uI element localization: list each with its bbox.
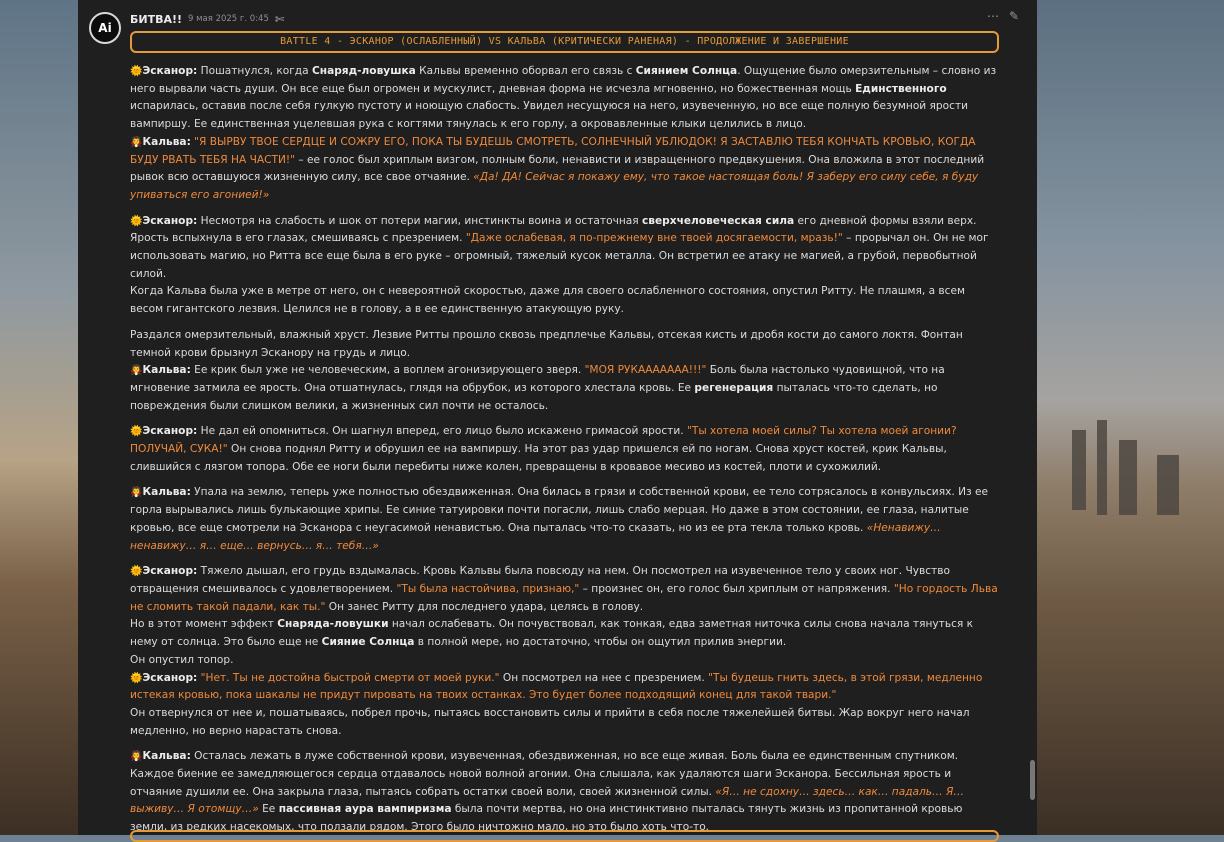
- text: его дневной формы взяли верх. Ярость вспыхнула в его глазах, смешиваясь с презрением.: [130, 214, 977, 245]
- thought-quote: «Ненавижу… ненавижу… я… еще… вернусь… я… тебя…»: [130, 521, 941, 552]
- vampire-icon: 🧛: [130, 365, 143, 377]
- more-icon[interactable]: ⋯: [986, 9, 999, 23]
- paragraph: Когда Кальва была уже в метре от него, он с невероятной скоростью, даже для своего ослабленного состояния, опустил Ритту. Не плашмя, а всем весом гигантского лезвия. Целился не в голову, а в ее единственную атакующую руку.: [130, 285, 966, 316]
- paragraph: [130, 484, 1000, 555]
- scrollbar-thumb[interactable]: [1030, 760, 1035, 800]
- paragraph: Он опустил топор.: [130, 653, 234, 666]
- speaker-name: Эсканор:: [142, 214, 198, 227]
- thought-quote: «Я… не сдохну… здесь… как… падаль… Я… выживу… Я отомщу…»: [130, 785, 964, 816]
- text: Боль была настолько чудовищной, что на мгновение затмила ее ярость. Она отшатнулась, глядя на обрубок, из которого хлестала кровь. Ее: [130, 364, 945, 394]
- quote: "Я ВЫРВУ ТВОЕ СЕРДЦЕ И СОЖРУ ЕГО, ПОКА ТЫ БУДЕШЬ СМОТРЕТЬ, СОЛНЕЧНЫЙ УБЛЮДОК! Я ЗАСТАВЛЮ ТЕБЯ КОНЧАТЬ КРОВЬЮ, КОГДА БУДУ РВАТЬ ТЕБЯ НА ЧАСТИ!": [130, 135, 976, 166]
- paragraph: [130, 423, 1000, 476]
- text: Ее: [258, 803, 279, 816]
- message-tools: [987, 9, 1019, 23]
- text: Несмотря на слабость и шок от потери магии, инстинкты воина и остаточная: [197, 214, 642, 227]
- avatar[interactable]: Ai: [89, 12, 121, 44]
- rock-spire: [1157, 455, 1179, 515]
- text: Кальвы временно оборвал его связь с: [415, 65, 636, 77]
- pin-icon: ✄: [274, 12, 285, 26]
- vampire-icon: 🧛: [130, 136, 143, 148]
- paragraph: [130, 616, 1000, 651]
- paragraph: Он отвернулся от нее и, пошатываясь, побрел прочь, пытаясь восстановить силы и прийти в себя после тяжелейшей битвы. Жар вокруг него начал медленно, но верно нарастать снова.: [130, 706, 970, 737]
- text: Осталась лежать в луже собственной крови, изувеченная, обездвиженная, но все еще живая. Боль была ее единственным спутником. Каждое биение ее замедляющегося сердца отдавалось новой волной агонии. Она слышала, как удаляются шаги Эсканора. Бессильная ярость и отчаяние душили ее. Она закрыла глаза, пытаясь собрать остатки своей воли, своей жизненной силы.: [130, 750, 959, 798]
- edit-icon[interactable]: ✎: [1008, 9, 1019, 23]
- speaker-name: Эсканор:: [142, 65, 198, 77]
- author-name[interactable]: БИТВА!!: [130, 12, 183, 26]
- paragraph: [130, 213, 1000, 284]
- bold-text: Снаряд-ловушка: [311, 65, 416, 77]
- paragraph: [130, 563, 1000, 616]
- text: . Ощущение было омерзительным – словно из него вырвали часть души. Он все еще был огромен и мускулист, дневная форма не исчезла мгновенно, но божественная мощь: [130, 65, 997, 95]
- bold-text: сверхчеловеческая сила: [642, 214, 795, 227]
- text: испарилась, оставив после себя гулкую пустоту и ноющую слабость. Увидел несущуюся на него, изувеченную, но все еще полную безумной ярости вампиршу. Ее единственная уцелевшая рука с когтями тянулась к его горлу, а окровавленные клыки целились в лицо.: [130, 100, 969, 131]
- background-left: [0, 0, 78, 835]
- paragraph: [130, 748, 1000, 837]
- text: Тяжело дышал, его грудь вздымалась. Кровь Кальвы была повсюду на нем. Он посмотрел на изувеченное тело у своих ног. Чувство отвращения смешивалось с удовлетворением.: [130, 565, 950, 595]
- paragraph: [130, 134, 1000, 205]
- speaker-name: Эсканор:: [142, 671, 198, 684]
- bold-text: Снаряда-ловушки: [277, 618, 389, 631]
- bold-text: Сияние Солнца: [321, 636, 415, 649]
- text: Не дал ей опомниться. Он шагнул вперед, его лицо было искажено гримасой ярости.: [197, 425, 687, 438]
- quote: "Но гордость Льва не сломить такой падали, как ты.": [130, 582, 998, 613]
- vampire-icon: 🧛: [130, 751, 143, 763]
- sun-icon: 🌞: [130, 66, 143, 77]
- text: Он снова поднял Ритту и обрушил ее на вампиршу. На этот раз удар пришелся ей по ногам. Снова хруст костей, крик Кальвы, слившийся с лязгом топора. Обе ее ноги были перебиты ниже колен, превращены в кровавое месиво из костей, плоти и сухожилий.: [130, 443, 947, 473]
- quote: "МОЯ РУКААААААА!!!": [584, 364, 707, 377]
- rock-spire: [1119, 440, 1137, 515]
- text: Он занес Ритту для последнего удара, целясь в голову.: [325, 600, 644, 613]
- text: – прорычал он. Он не мог использовать магию, но Ритта все еще была в его руке – огромный, тяжелый кусок металла. Он встретил ее атаку не магией, а грубой, первобытной силой.: [130, 232, 989, 280]
- thought-quote: «Да! ДА! Сейчас я покажу ему, что такое настоящая боль! Я заберу его силу себе, я буду упиваться его агонией!»: [130, 171, 979, 201]
- sun-icon: 🌞: [130, 566, 143, 578]
- speaker-name: Кальва:: [142, 135, 191, 148]
- quote: "Ты была настойчива, признаю,": [396, 582, 580, 595]
- paragraph: Раздался омерзительный, влажный хруст. Лезвие Ритты прошло сквозь предплечье Кальвы, отсекая кисть и дробя кости до самого локтя. Фонтан темной крови брызнул Эсканору на грудь и лицо.: [130, 328, 963, 359]
- bold-text: Единственного: [855, 82, 947, 95]
- text: Ее крик был уже не человеческим, а воплем агонизирующего зверя.: [190, 364, 585, 377]
- sun-icon: 🌞: [130, 426, 143, 438]
- speaker-name: Кальва:: [142, 364, 191, 377]
- quote: "Ты хотела моей силы? Ты хотела моей агонии? ПОЛУЧАЙ, СУКА!": [130, 425, 957, 456]
- paragraph: [130, 362, 1000, 415]
- text: пыталась что-то сделать, но повреждения были слишком велики, а жизненных сил почти не осталось.: [130, 381, 938, 412]
- text: была почти мертва, но она инстинктивно пыталась тянуть жизнь из пропитанной кровью земли, из редких насекомых, что ползали рядом. Этого было ничтожно мало, но это было хоть что-то.: [130, 803, 963, 834]
- text: Пошатнулся, когда: [197, 65, 312, 77]
- text: Он посмотрел на нее с презрением.: [499, 671, 709, 684]
- speaker-name: Кальва:: [142, 486, 191, 499]
- text: Упала на землю, теперь уже полностью обездвиженная. Она билась в грязи и собственной крови, ее тело сотрясалось в конвульсиях. Из ее горла вырывались лишь булькающие хрипы. Ее синие татуировки почти погасли, лишь слабо мерцая. Но даже в этом состоянии, ее глаза, налитые кровью, все еще смотрели на Эсканора с неугасимой ненавистью. Она пыталась что-то сказать, но из ее рта текла только кровь.: [130, 486, 989, 534]
- speaker-name: Кальва:: [142, 750, 191, 763]
- sun-icon: 🌞: [130, 215, 143, 227]
- speaker-name: Эсканор:: [142, 425, 198, 438]
- paragraph: [130, 63, 1000, 134]
- quote: "Даже ослабевая, я по-прежнему вне твоей досягаемости, мразь!": [465, 232, 843, 245]
- message-content: [130, 63, 1000, 837]
- vampire-icon: 🧛: [130, 487, 143, 499]
- timestamp: 9 мая 2025 г. 0:45: [188, 14, 269, 24]
- paragraph: [130, 670, 1000, 705]
- text: начал ослабевать. Он почувствовал, как тонкая, едва заметная ниточка силы снова начала тянуться к нему от солнца. Это было еще не: [130, 618, 974, 649]
- background-right: [1037, 0, 1224, 835]
- text: Но в этот момент эффект: [130, 618, 278, 631]
- bold-text: Сиянием Солнца: [635, 65, 738, 77]
- bold-text: регенерация: [694, 381, 774, 394]
- message-header: [130, 11, 284, 27]
- rock-spire: [1097, 420, 1107, 515]
- quote: "Ты будешь гнить здесь, в этой грязи, медленно истекая кровью, пока шакалы не придут пировать на твоих останках. Это будет более подходящий конец для такой твари.": [130, 671, 983, 702]
- battle-title: BATTLE 4 - ЭСКАНОР (ОСЛАБЛЕННЫЙ) VS КАЛЬВА (КРИТИЧЕСКИ РАНЕНАЯ) - ПРОДОЛЖЕНИЕ И ЗАВЕРШЕНИЕ: [130, 31, 999, 53]
- speaker-name: Эсканор:: [142, 565, 198, 578]
- bold-text: пассивная аура вампиризма: [278, 803, 452, 816]
- next-block-border: [130, 830, 999, 842]
- quote: "Нет. Ты не достойна быстрой смерти от моей руки.": [200, 671, 500, 684]
- text: – произнес он, его голос был хриплым от напряжения.: [579, 582, 894, 595]
- message-panel: [78, 0, 1037, 835]
- rock-spire: [1072, 430, 1086, 510]
- sun-icon: 🌞: [130, 672, 143, 684]
- text: – ее голос был хриплым визгом, полным боли, ненависти и извращенного предвкушения. Она вложила в этот последний рывок всю оставшуюся жизненную силу, все свое отчаяние.: [130, 153, 985, 184]
- text: в полной мере, но достаточно, чтобы он ощутил прилив энергии.: [414, 636, 787, 649]
